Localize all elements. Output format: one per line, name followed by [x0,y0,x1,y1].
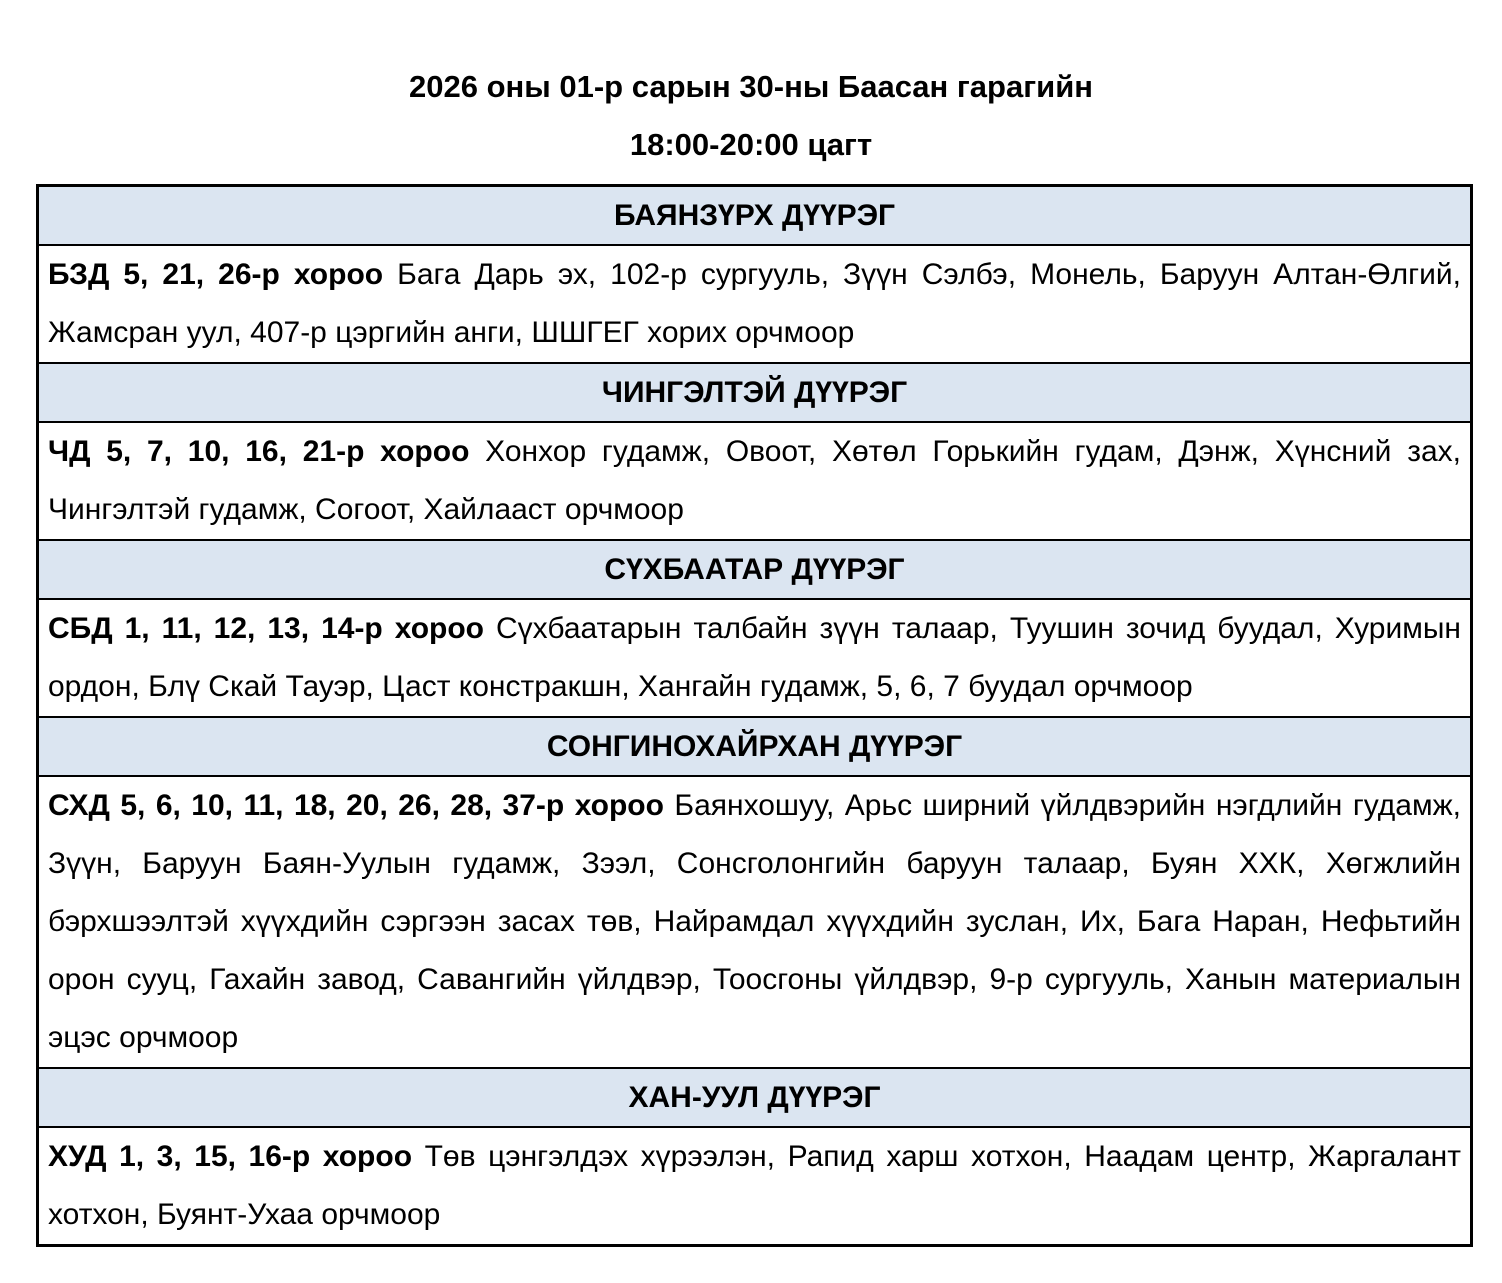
district-header-row [38,540,1472,599]
district-areas-cell [38,599,1472,717]
area-list: Төв цэнгэлдэх хүрээлэн, Рапид харш хотхон, Наадам центр, Жаргалант хотхон, Буянт-Ухаа орчмоор [48,1140,1461,1231]
area-list: Бага Дарь эх, 102-р сургууль, Зүүн Сэлбэ, Монель, Баруун Алтан-Өлгий, Жамсран уул, 407-р цэргийн анги, ШШГЕГ хорих орчмоор [48,258,1461,349]
outage-schedule-table [36,184,1473,1247]
district-areas-cell [38,245,1472,363]
district-header-row [38,186,1472,246]
district-header: СҮХБААТАР ДҮҮРЭГ [38,540,1472,599]
title-date-line: 2026 оны 01-р сарын 30-ны Баасан гарагийн [409,69,1093,104]
district-body-row [38,599,1472,717]
district-header-row [38,363,1472,422]
area-list: Хонхор гудамж, Овоот, Хөтөл Горькийн гудам, Дэнж, Хүнсний зах, Чингэлтэй гудамж, Согоот, Хайлааст орчмоор [48,435,1461,526]
khoroo-list: СХД 5, 6, 10, 11, 18, 20, 26, 28, 37-р хороо [48,789,664,822]
district-header: ЧИНГЭЛТЭЙ ДҮҮРЭГ [38,363,1472,422]
district-header: БАЯНЗҮРХ ДҮҮРЭГ [38,186,1472,246]
area-list: Баянхошуу, Арьс ширний үйлдвэрийн нэгдлийн гудамж, Зүүн, Баруун Баян-Уулын гудамж, Зээл, Сонсголонгийн баруун талаар, Буян ХХК, Хөгжлийн бэрхшээлтэй хүүхдийн сэргээн засах төв, Найрамдал хүүхдийн зуслан, Их, Бага Наран, Нефьтийн орон сууц, Гахайн завод, Савангийн үйлдвэр, Тоосгоны үйлдвэр, 9-р сургууль, Ханын материалын эцэс орчмоор [48,789,1461,1054]
district-areas-cell [38,1127,1472,1246]
area-list: Сүхбаатарын талбайн зүүн талаар, Туушин зочид буудал, Хуримын ордон, Блү Скай Тауэр, Цаст констракшн, Хангайн гудамж, 5, 6, 7 буудал орчмоор [48,612,1461,703]
district-header-row [38,1068,1472,1127]
page-title [0,0,1502,174]
khoroo-list: ХУД 1, 3, 15, 16-р хороо [48,1140,413,1173]
title-time-line: 18:00-20:00 цагт [629,127,873,162]
district-body-row [38,245,1472,363]
district-body-row [38,776,1472,1068]
district-areas-cell [38,776,1472,1068]
khoroo-list: ЧД 5, 7, 10, 16, 21-р хороо [48,435,470,468]
district-header: СОНГИНОХАЙРХАН ДҮҮРЭГ [38,717,1472,776]
khoroo-list: БЗД 5, 21, 26-р хороо [48,258,384,291]
district-header: ХАН-УУЛ ДҮҮРЭГ [38,1068,1472,1127]
district-body-row [38,1127,1472,1246]
district-body-row [38,422,1472,540]
district-header-row [38,717,1472,776]
district-areas-cell [38,422,1472,540]
khoroo-list: СБД 1, 11, 12, 13, 14-р хороо [48,612,484,645]
